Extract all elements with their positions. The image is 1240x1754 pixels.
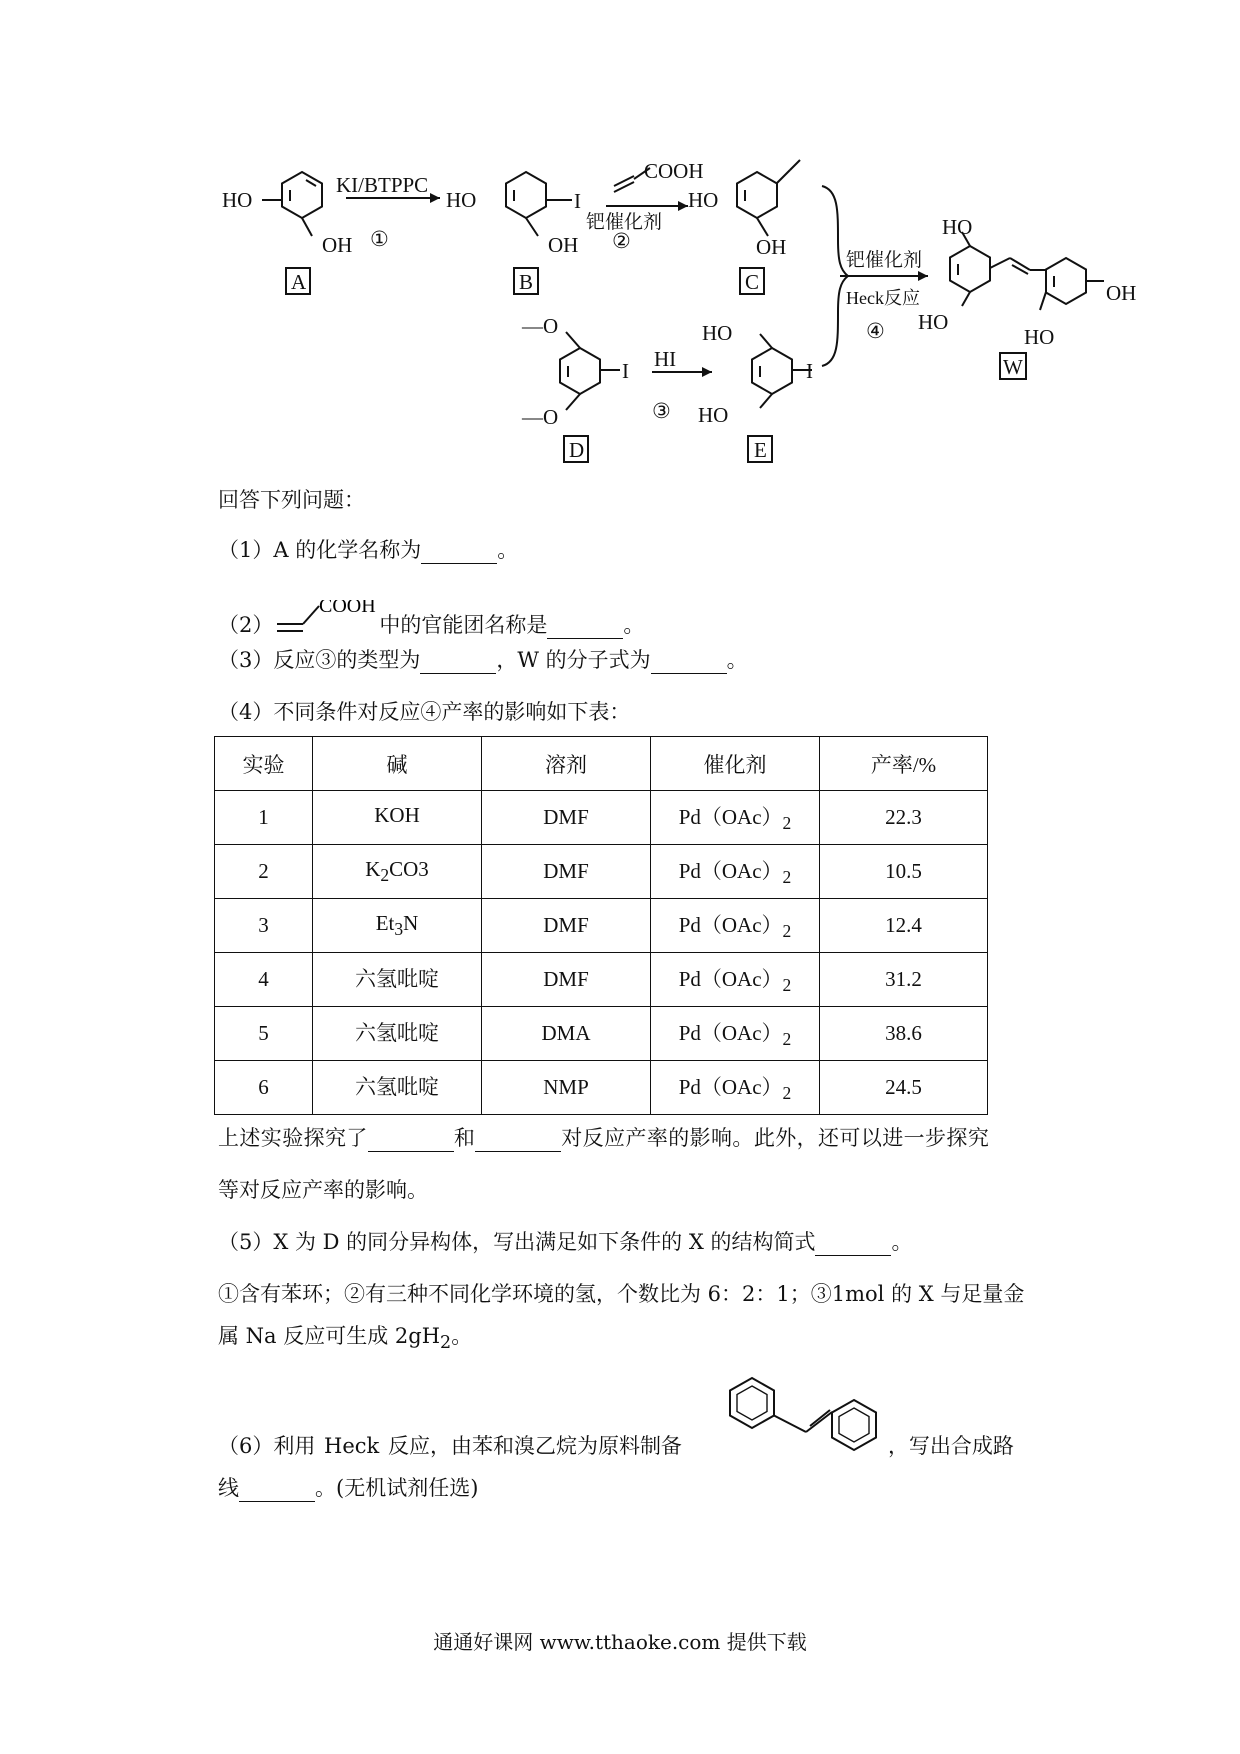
cell-experiment: 3: [215, 899, 313, 953]
cell-solvent: DMA: [482, 1007, 651, 1061]
header-cell: 产率/%: [820, 737, 988, 791]
label-a: A: [291, 270, 307, 294]
table-row: [215, 1007, 988, 1061]
table-row: [215, 953, 988, 1007]
w-ho-top: HO: [942, 215, 973, 239]
b-i-label: I: [574, 189, 581, 213]
cell-yield: 22.3: [820, 791, 988, 845]
cell-experiment: 6: [215, 1061, 313, 1115]
step1-number: ①: [370, 227, 389, 251]
question-5-conditions-2: 属 Na 反应可生成 $2gH_2$。: [218, 1324, 473, 1354]
answer-blank[interactable]: [815, 1233, 891, 1256]
cell-base: $Et_3N$: [313, 899, 482, 953]
cell-yield: 24.5: [820, 1061, 988, 1115]
step2-reagent: COOH: [644, 159, 704, 183]
d-i-label: I: [622, 359, 629, 383]
ring-c: [737, 172, 777, 218]
ring-w-right: [1046, 258, 1086, 304]
c-ho-label: HO: [688, 188, 719, 212]
cell-solvent: DMF: [482, 791, 651, 845]
a-oh-label: OH: [322, 233, 353, 257]
header-cell: 溶剂: [482, 737, 651, 791]
ring-a: [282, 172, 322, 218]
step2-catalyst: 钯催化剂: [586, 212, 663, 233]
question-3: （3）反应③的类型为 ，W 的分子式为 。: [218, 648, 748, 672]
b-oh-label: OH: [548, 233, 579, 257]
step3-number: ③: [652, 399, 671, 423]
e-i-label: I: [806, 359, 813, 383]
step4-heck: Heck反应: [846, 288, 920, 308]
question-6: （6）利用 Heck 反应，由苯和溴乙烷为原料制备 ，写出合成路: [218, 1434, 1014, 1458]
intro-text: 回答下列问题：: [218, 488, 365, 512]
reaction-scheme: [0, 0, 1240, 470]
question-4: （4）不同条件对反应④产率的影响如下表：: [218, 700, 631, 724]
header-cell: 催化剂: [651, 737, 820, 791]
question-6-line-2: 线 。(无机试剂任选): [218, 1476, 479, 1500]
table-row: [215, 791, 988, 845]
c-oh-label: OH: [756, 235, 787, 259]
e-ho-bottom: HO: [698, 403, 729, 427]
label-c: C: [745, 270, 760, 294]
cell-catalyst: $Pd(OAc)_2$: [651, 899, 820, 953]
header-cell: 实验: [215, 737, 313, 791]
page-footer: 通通好课网 www.tthaoke.com 提供下载: [433, 1630, 807, 1654]
table-row: [215, 899, 988, 953]
w-oh-right: OH: [1106, 281, 1137, 305]
step1-reagent: KI/BTPPC: [336, 173, 429, 197]
step4-number: ④: [866, 319, 885, 343]
cell-base: KOH: [313, 791, 482, 845]
after-table-line-1: 上述实验探究了 和 对反应产率的影响。此外，还可以进一步探究: [218, 1126, 990, 1150]
answer-blank[interactable]: [368, 1129, 454, 1152]
e-ho-top: HO: [702, 321, 733, 345]
question-1: （1）A 的化学名称为 。: [218, 538, 519, 562]
ring-e: [752, 348, 792, 394]
cell-experiment: 4: [215, 953, 313, 1007]
question-5: （5）X 为 D 的同分异构体，写出满足如下条件的 X 的结构简式 。: [218, 1230, 913, 1254]
cell-solvent: DMF: [482, 845, 651, 899]
cell-yield: 12.4: [820, 899, 988, 953]
cell-base: 六氢吡啶: [313, 1007, 482, 1061]
ring-d: [560, 348, 600, 394]
cell-solvent: DMF: [482, 953, 651, 1007]
cell-yield: 10.5: [820, 845, 988, 899]
step4-catalyst: 钯催化剂: [846, 250, 923, 271]
header-cell: 碱: [313, 737, 482, 791]
cell-yield: 38.6: [820, 1007, 988, 1061]
label-e: E: [754, 438, 767, 462]
b-ho-label: HO: [446, 188, 477, 212]
cell-base: $K_2CO3$: [313, 845, 482, 899]
label-b: B: [519, 270, 534, 294]
w-ho-bottom: HO: [918, 310, 949, 334]
ring-w-left: [950, 246, 990, 292]
cell-experiment: 5: [215, 1007, 313, 1061]
label-w: W: [1003, 355, 1023, 379]
label-d: D: [569, 438, 585, 462]
a-ho-label: HO: [222, 188, 253, 212]
answer-blank[interactable]: [421, 541, 497, 564]
question-2: （2） COOH 中的官能团名称是 。: [218, 600, 644, 634]
cell-catalyst: $Pd(OAc)_2$: [651, 1061, 820, 1115]
question-5-conditions: ①含有苯环；②有三种不同化学环境的氢，个数比为 6：2：1；③1mol 的 X 与足量金: [218, 1282, 1025, 1306]
table-row: [215, 845, 988, 899]
answer-blank[interactable]: [547, 616, 623, 639]
d-ome-top: —O: [522, 314, 559, 338]
after-table-line-2: 等对反应产率的影响。: [218, 1178, 428, 1202]
acrylic-acid-structure: [273, 600, 379, 636]
w-ho-lower: HO: [1024, 325, 1055, 349]
d-ome-bottom: —O: [522, 405, 559, 429]
cell-experiment: 1: [215, 791, 313, 845]
cell-catalyst: $Pd(OAc)_2$: [651, 953, 820, 1007]
table-row: [215, 1061, 988, 1115]
cell-yield: 31.2: [820, 953, 988, 1007]
table-header-row: [215, 737, 988, 791]
ring-b: [506, 172, 546, 218]
step2-number: ②: [612, 229, 631, 253]
cell-solvent: DMF: [482, 899, 651, 953]
cell-catalyst: $Pd(OAc)_2$: [651, 791, 820, 845]
cell-experiment: 2: [215, 845, 313, 899]
answer-blank[interactable]: [420, 651, 496, 674]
yield-table: [214, 736, 988, 1115]
acrylic-cooh: COOH: [319, 600, 377, 617]
answer-blank[interactable]: [239, 1479, 315, 1502]
cell-base: 六氢吡啶: [313, 1061, 482, 1115]
cell-solvent: NMP: [482, 1061, 651, 1115]
cell-catalyst: $Pd(OAc)_2$: [651, 845, 820, 899]
cell-catalyst: $Pd(OAc)_2$: [651, 1007, 820, 1061]
cell-base: 六氢吡啶: [313, 953, 482, 1007]
step3-reagent: HI: [654, 347, 677, 371]
answer-blank[interactable]: [651, 651, 727, 674]
answer-blank[interactable]: [475, 1129, 561, 1152]
